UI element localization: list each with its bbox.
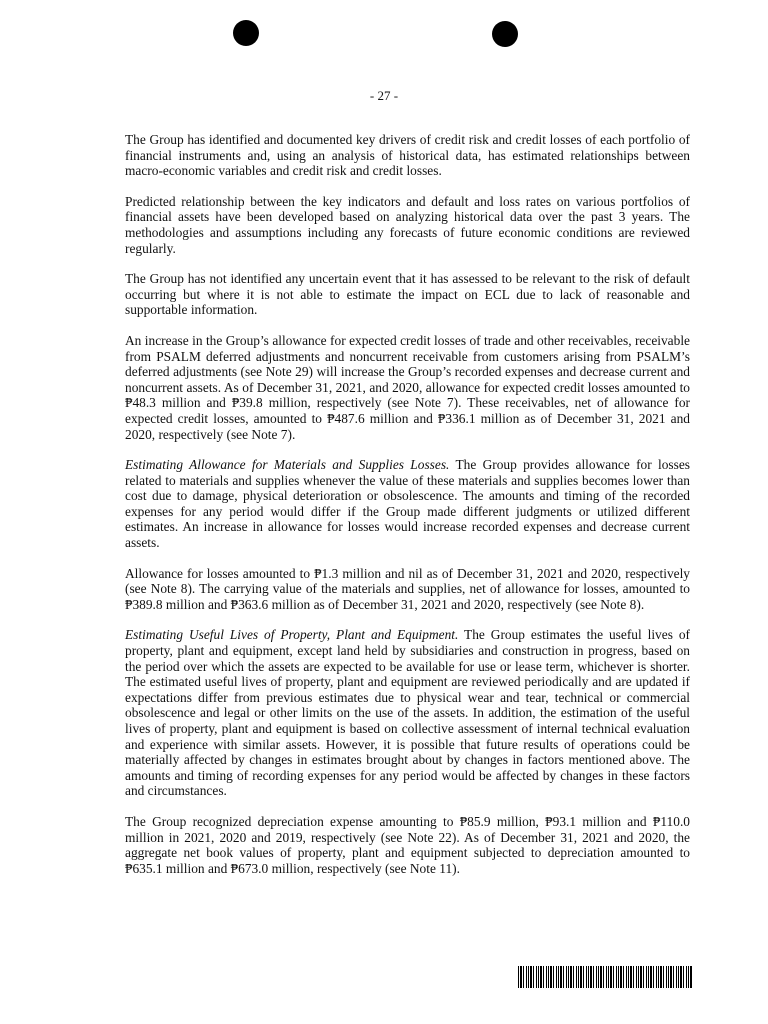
paragraph-predicted-relationship — [125, 194, 690, 256]
paragraph-text: The Group has identified and documented key drivers of credit risk and credit losses of each portfolio of financial instruments and, using an analysis of historical data, has estimated relationships between macro-economic variables and credit risk and credit losses. — [125, 132, 690, 179]
paragraph-text: The Group recognized depreciation expense amounting to ₱85.9 million, ₱93.1 million and ₱110.0 million in 2021, 2020 and 2019, respectively (see Note 22). As of December 31, 2021 and 2020, the aggregate net book values of property, plant and equipment subjected to depreciation amounted to ₱635.1 million and ₱673.0 million, respectively (see Note 11). — [125, 813, 690, 876]
paragraph-ecl-allowance — [125, 333, 690, 442]
paragraph-allowance-for-losses — [125, 566, 690, 613]
barcode-image — [518, 966, 692, 988]
punch-hole-right — [492, 21, 518, 47]
paragraph-text: Allowance for losses amounted to ₱1.3 million and nil as of December 31, 2021 and 2020, respectively (see Note 8). The carrying value of the materials and supplies, net of allowance for losses, amounted to ₱389.8 million and ₱363.6 million as of December 31, 2021 and 2020, respectively (see Note 8). — [125, 565, 690, 612]
page-number: - 27 - — [369, 88, 399, 103]
document-body — [125, 132, 690, 891]
punch-hole-left — [233, 20, 259, 46]
paragraph-text: The Group has not identified any uncertain event that it has assessed to be relevant to the risk of default occurring but where it is not able to estimate the impact on ECL due to lack of reasonable and supportable information. — [125, 271, 690, 318]
paragraph-depreciation-expense — [125, 814, 690, 876]
section-heading: Estimating Allowance for Materials and Supplies Losses. — [125, 457, 450, 473]
paragraph-useful-lives-estimate — [125, 627, 690, 799]
paragraph-credit-risk-drivers — [125, 132, 690, 179]
section-heading: Estimating Useful Lives of Property, Plant and Equipment. — [125, 627, 459, 643]
paragraph-text: The Group provides allowance for losses related to materials and supplies whenever the value of these materials and supplies becomes lower than cost due to damage, physical deterioration or obsolescence. The amounts and timing of the recorded expenses for any period would differ if the Group made different judgments or utilized different estimates. An increase in allowance for losses would increase recorded expenses and decrease current assets. — [125, 457, 690, 551]
paragraph-text: The Group estimates the useful lives of property, plant and equipment, except land held by subsidiaries and construction in progress, based on the period over which the assets are expected to be available for use or lease term, whichever is shorter. The estimated useful lives of property, plant and equipment are reviewed periodically and are updated if expectations differ from previous estimates due to physical wear and tear, technical or commercial obsolescence and legal or other limits on the use of the assets. In addition, the estimation of the useful lives of property, plant and equipment is based on collective assessment of internal technical evaluation and experience with similar assets. However, it is possible that future results of operations could be materially affected by changes in estimates brought about by changes in factors mentioned above. The amounts and timing of recording expenses for any period would be affected by changes in these factors and circumstances. — [125, 627, 690, 799]
paragraph-materials-supplies-estimate — [125, 457, 690, 551]
paragraph-uncertain-event — [125, 271, 690, 318]
paragraph-text: An increase in the Group’s allowance for expected credit losses of trade and other receivables, receivable from PSALM deferred adjustments and noncurrent receivable from customers arising from PSALM’s deferred adjustments (see Note 29) will increase the Group’s recorded expenses and decrease current and noncurrent assets. As of December 31, 2021, and 2020, allowance for expected credit losses amounted to ₱48.3 million and ₱39.8 million, respectively (see Note 7). These receivables, net of allowance for expected credit losses, amounted to ₱487.6 million and ₱336.1 million as of December 31, 2021 and 2020, respectively (see Note 7). — [125, 332, 690, 442]
paragraph-text: Predicted relationship between the key indicators and default and loss rates on various portfolios of financial assets have been developed based on analyzing historical data over the past 3 years. The methodologies and assumptions including any forecasts of future economic conditions are reviewed regularly. — [125, 193, 690, 256]
